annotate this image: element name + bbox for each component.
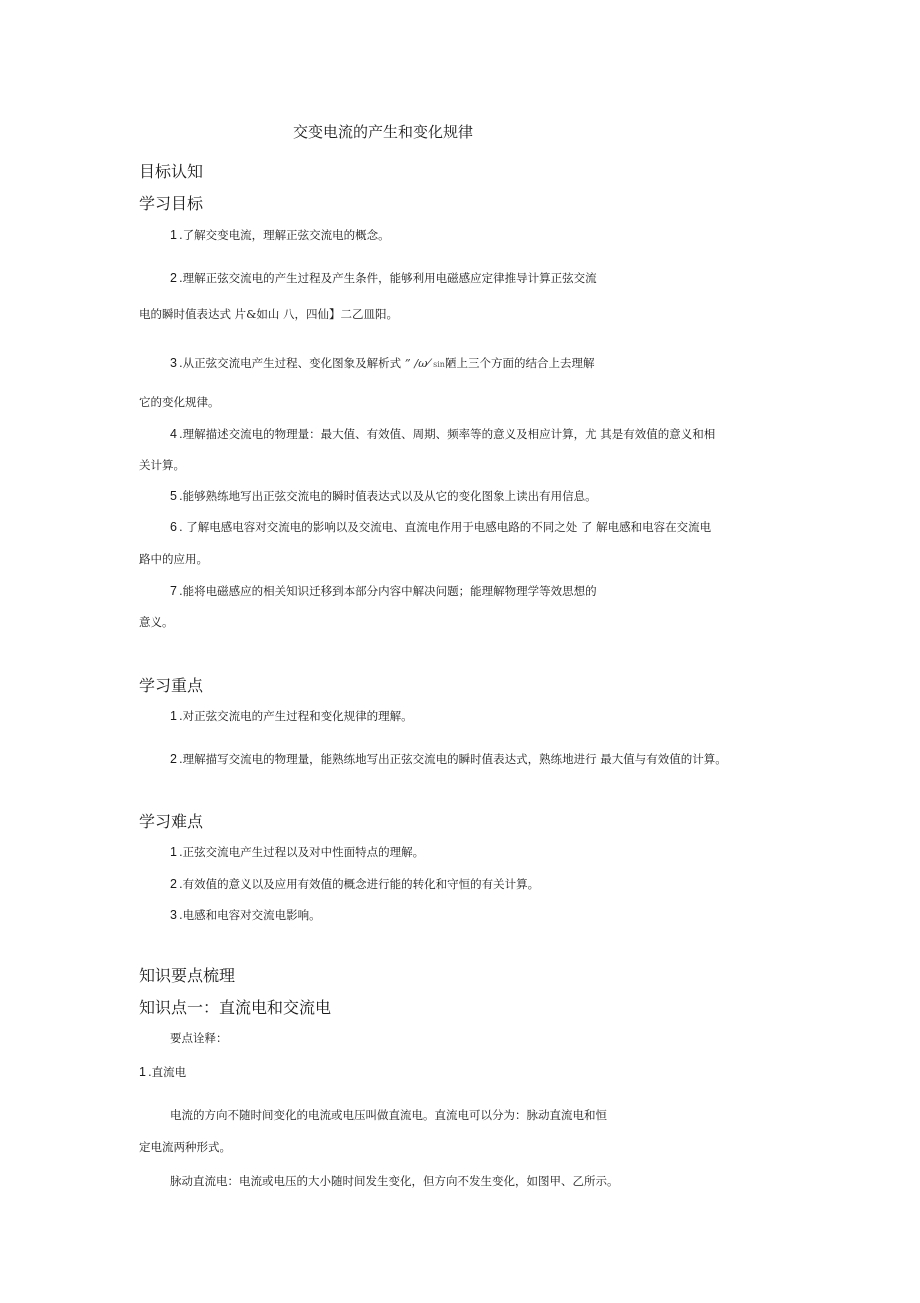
goal-text-continuation: 它的变化规律。 bbox=[139, 395, 220, 409]
difficult-point-item-1 bbox=[170, 844, 424, 860]
key-point-number: 1 bbox=[170, 709, 177, 723]
section-heading: 目标认知 bbox=[139, 162, 204, 181]
paragraph-1-continuation: 定电流两种形式。 bbox=[139, 1140, 231, 1154]
goal-item-4 bbox=[170, 426, 715, 442]
item-number: 1 bbox=[139, 1065, 146, 1079]
goals-heading: 学习目标 bbox=[139, 194, 204, 213]
difficult-point-number: 2 bbox=[170, 877, 177, 891]
goal-text: . 了解电感电容对交流电的影响以及交流电、直流电作用于电感电路的不同之处 了 解电感和电容在交流电 bbox=[178, 520, 712, 534]
goal-item-3 bbox=[170, 355, 594, 371]
goal-number: 2 bbox=[170, 271, 177, 285]
key-point-item-2 bbox=[170, 751, 727, 767]
goal-item-7 bbox=[170, 583, 597, 599]
goal-number: 3 bbox=[170, 356, 177, 370]
goal-text-continuation: 电的瞬时值表达式 片&如山 八，四仙】二乙皿阳。 bbox=[139, 307, 399, 321]
item-dc bbox=[139, 1064, 186, 1080]
difficult-point-item-3 bbox=[170, 907, 321, 923]
goal-text: .了解交变电流，理解正弦交流电的概念。 bbox=[178, 228, 390, 242]
formula-fragment: ” /ω⁄ bbox=[404, 356, 430, 370]
difficult-point-number: 3 bbox=[170, 908, 177, 922]
key-points-heading: 学习重点 bbox=[139, 676, 204, 695]
key-point-text: .理解描写交流电的物理量，能熟练地写出正弦交流电的瞬时值表达式，熟练地进行 最大值与有效值的计算。 bbox=[178, 752, 727, 766]
difficult-point-item-2 bbox=[170, 876, 539, 892]
goal-item-5 bbox=[170, 488, 597, 504]
goal-number: 6 bbox=[170, 520, 177, 534]
difficult-point-text: .电感和电容对交流电影响。 bbox=[178, 908, 321, 922]
goal-text: .能将电磁感应的相关知识迁移到本部分内容中解决问题；能理解物理学等效思想的 bbox=[178, 584, 597, 598]
difficult-point-text: .正弦交流电产生过程以及对中性面特点的理解。 bbox=[178, 845, 425, 859]
paragraph-2: 脉动直流电：电流或电压的大小随时间发生变化，但方向不发生变化，如图甲、乙所示。 bbox=[170, 1174, 619, 1188]
explanation-intro: 要点诠释： bbox=[170, 1031, 228, 1045]
goal-number: 7 bbox=[170, 584, 177, 598]
goal-text-continuation: 路中的应用。 bbox=[139, 552, 208, 566]
key-point-text: .对正弦交流电的产生过程和变化规律的理解。 bbox=[178, 709, 413, 723]
goal-text: .从正弦交流电产生过程、变化图象及解析式 bbox=[178, 356, 402, 370]
key-point-item-1 bbox=[170, 708, 413, 724]
goal-item-2 bbox=[170, 270, 597, 286]
goal-text-continuation: 意义。 bbox=[139, 615, 174, 629]
key-point-number: 2 bbox=[170, 752, 177, 766]
page-title: 交变电流的产生和变化规律 bbox=[293, 123, 474, 141]
goal-text-2: 陋上三个方面的结合上去理解 bbox=[444, 356, 595, 370]
goal-item-6 bbox=[170, 519, 711, 535]
knowledge-heading: 知识要点梳理 bbox=[139, 966, 236, 985]
difficult-points-heading: 学习难点 bbox=[139, 812, 204, 831]
difficult-point-text: .有效值的意义以及应用有效值的概念进行能的转化和守恒的有关计算。 bbox=[178, 877, 540, 891]
goal-text: .理解正弦交流电的产生过程及产生条件，能够利用电磁感应定律推导计算正弦交流 bbox=[178, 271, 597, 285]
goal-item-1 bbox=[170, 227, 390, 243]
item-label: .直流电 bbox=[147, 1065, 187, 1079]
formula-sub: sin bbox=[433, 360, 445, 369]
knowledge-point-heading: 知识点一：直流电和交流电 bbox=[139, 998, 332, 1017]
goal-number: 4 bbox=[170, 427, 177, 441]
goal-text: .理解描述交流电的物理量：最大值、有效值、周期、频率等的意义及相应计算，尤 其是有效值的意义和相 bbox=[178, 427, 716, 441]
goal-number: 5 bbox=[170, 489, 177, 503]
goal-text: .能够熟练地写出正弦交流电的瞬时值表达式以及从它的变化图象上读出有用信息。 bbox=[178, 489, 597, 503]
difficult-point-number: 1 bbox=[170, 845, 177, 859]
goal-number: 1 bbox=[170, 228, 177, 242]
paragraph-1: 电流的方向不随时间变化的电流或电压叫做直流电。直流电可以分为：脉动直流电和恒 bbox=[170, 1108, 607, 1122]
goal-text-continuation: 关计算。 bbox=[139, 458, 185, 472]
